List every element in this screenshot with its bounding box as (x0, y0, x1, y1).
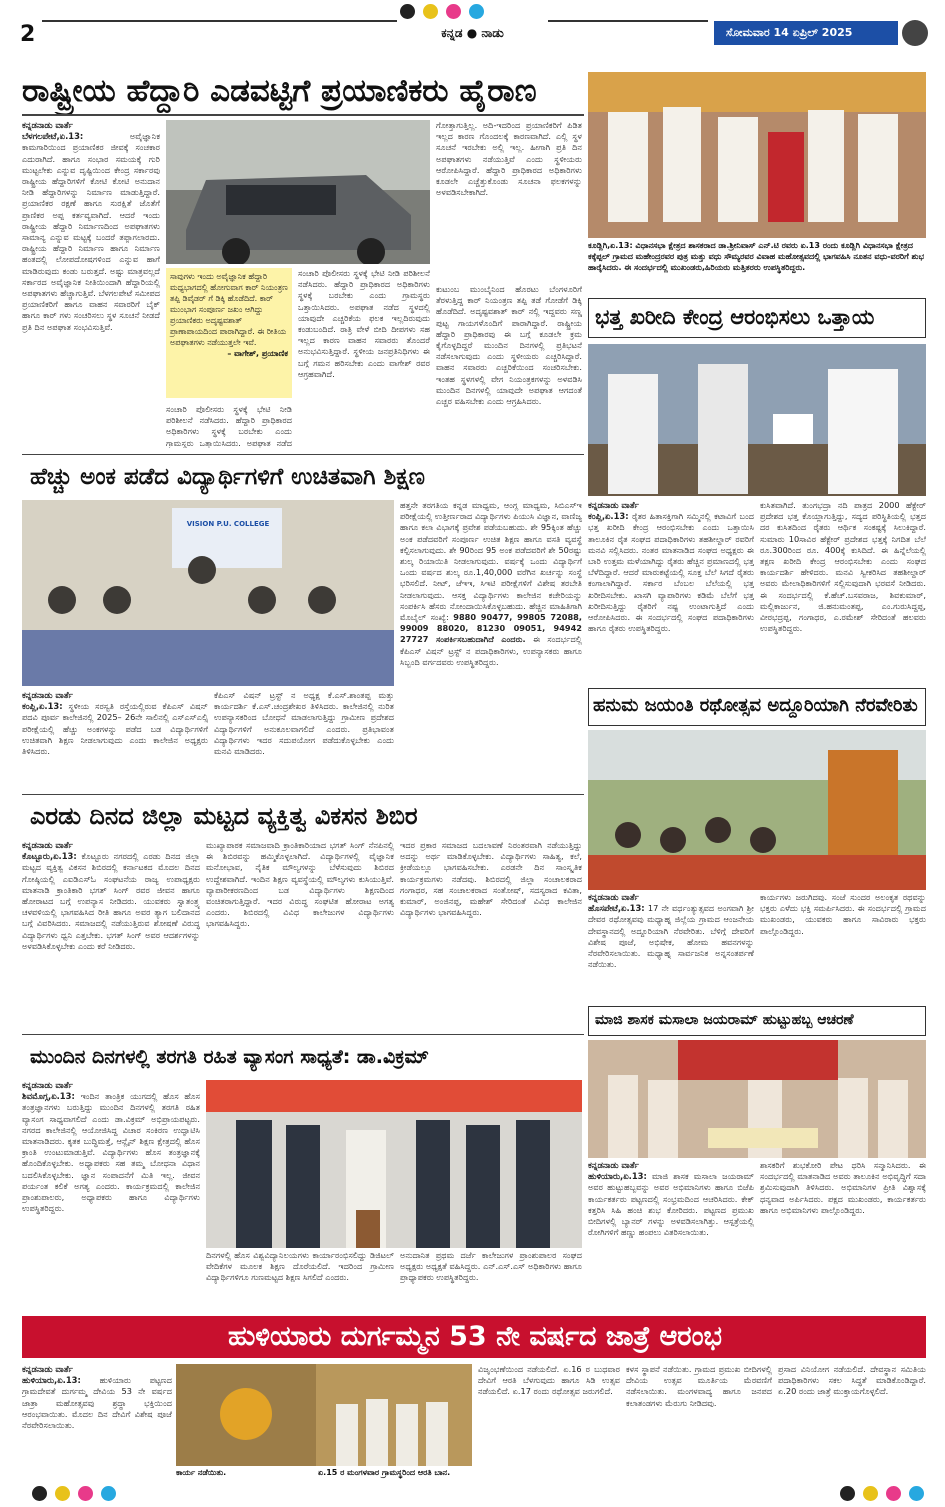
story7-byline: ಕನ್ನಡನಾಡು ವಾರ್ತೆ (588, 1160, 639, 1170)
story1-headline: ರಾಷ್ಟ್ರೀಯ ಹೆದ್ದಾರಿ ಎಡವಟ್ಟಿಗೆ ಪ್ರಯಾಣಿಕರು ಹೈರಾಣ (22, 73, 537, 109)
story6-dateline: ಕೊಟ್ಟೂರು,ಏ.13: (22, 851, 77, 862)
story7-col2: ಶಾಸಕರಿಗೆ ಶುಭಕೋರಿ ಪೇಟ ಧರಿಸಿ ಸನ್ಮಾನಿಸಿದರು. ಈ ಸಂದರ್ಭದಲ್ಲಿ ಮಾತನಾಡಿದ ಅವರು ತಾಲೂಕಿನ ಅಭಿವೃದ್ಧಿಗೆ ಸದಾ ಶ್ರಮಿಸುವುದಾಗಿ ತಿಳಿಸಿದರು. ಅಭಿಮಾನಿಗಳ ಪ್ರೀತಿ ವಿಶ್ವಾಸಕ್ಕೆ ಧನ್ಯವಾದ ಅರ್ಪಿಸಿದರು. ಪಕ್ಷದ ಮುಖಂಡರು, ಕಾರ್ಯಕರ್ತರು ಹಾಗೂ ಅಭಿಮಾನಿಗಳು ಪಾಲ್ಗೊಂಡಿದ್ದರು. (760, 1160, 926, 1215)
story3-headline: ಭತ್ತ ಖರೀದಿ ಕೇಂದ್ರ ಆರಂಭಿಸಲು ಒತ್ತಾಯ (588, 298, 926, 338)
story4-col3 (400, 500, 582, 790)
publication-logo-icon (902, 20, 928, 46)
temple-fair-photo (176, 1364, 472, 1466)
story9-col4: ಪ್ರಸಾದ ವಿನಿಯೋಗ ನಡೆಯಲಿದೆ. ದೇವಸ್ಥಾನ ಸಮಿತಿಯ ಪದಾಧಿಕಾರಿಗಳು ಸಕಲ ಸಿದ್ಧತೆ ಮಾಡಿಕೊಂಡಿದ್ದಾರೆ. ಏ.20 ರಂದು ಜಾತ್ರೆ ಮುಕ್ತಾಯಗೊಳ್ಳಲಿದೆ. (778, 1364, 926, 1397)
story1-col2-bottom: ಸಂಚಾರಿ ಪೊಲೀಸರು ಸ್ಥಳಕ್ಕೆ ಭೇಟಿ ನೀಡಿ ಪರಿಶೀಲನೆ ನಡೆಸಿದರು. ಹೆದ್ದಾರಿ ಪ್ರಾಧಿಕಾರದ ಅಧಿಕಾರಿಗಳು ಸ್ಥಳಕ್ಕೆ ಬರಬೇಕು ಎಂದು ಗ್ರಾಮಸ್ಥರು ಒತ್ತಾಯಿಸಿದರು. ಅಪಘಾತ ನಡೆದ (166, 404, 292, 448)
story4-body3-end: ಈ ಸಂದರ್ಭದಲ್ಲಿ ಕೆಪಿಎಸ್ ವಿಷನ್ ಟ್ರಸ್ಟ್ ನ ಪದಾಧಿಕಾರಿಗಳು, ಉಪನ್ಯಾಸಕರು ಹಾಗೂ ಸಿಬ್ಬಂದಿ ವರ್ಗದವರು ಉಪಸ್ಥಿತರಿದ್ದರು. (400, 634, 582, 667)
story7-body1: ಮಾಜಿ ಶಾಸಕ ಮಸಾಲಾ ಜಯರಾಮ್ ಅವರ ಹುಟ್ಟುಹಬ್ಬವನ್ನು ಅವರ ಅಭಿಮಾನಿಗಳು ಹಾಗೂ ಬಿಜೆಪಿ ಕಾರ್ಯಕರ್ತರು ಪಟ್ಟಣದಲ್ಲಿ ಸಂಭ್ರಮದಿಂದ ಆಚರಿಸಿದರು. ಕೇಕ್ ಕತ್ತರಿಸಿ ಸಿಹಿ ಹಂಚಿ ಶುಭ ಕೋರಿದರು. ಪಟ್ಟಣದ ಪ್ರಮುಖ ಬೀದಿಗಳಲ್ಲಿ ಬ್ಯಾನರ್ ಗಳನ್ನು ಅಳವಡಿಸಲಾಗಿತ್ತು. ಆಸ್ಪತ್ರೆಯಲ್ಲಿ ರೋಗಿಗಳಿಗೆ ಹಣ್ಣು ಹಂಪಲು ವಿತರಿಸಲಾಯಿತು. (588, 1171, 754, 1238)
college-event-photo (22, 500, 394, 686)
story6-col3: ಇದರ ಪ್ರಕಾರ ಸಮಾಜದ ಬದಲಾವಣೆ ನಿರಂತರವಾಗಿ ನಡೆಯುತ್ತಿದ್ದು ಅದನ್ನು ಅರ್ಥ ಮಾಡಿಕೊಳ್ಳಬೇಕು. ವಿದ್ಯಾರ್ಥಿಗಳು ಸಾಹಿತ್ಯ, ಕಲೆ, ಕ್ರೀಡೆಯಲ್ಲೂ ಭಾಗವಹಿಸಬೇಕು. ಎರಡನೇ ದಿನ ಸಾಂಸ್ಕೃತಿಕ ಕಾರ್ಯಕ್ರಮಗಳು ನಡೆದವು. ಶಿಬಿರದಲ್ಲಿ ಜಿಲ್ಲಾ ಸಂಚಾಲಕರಾದ ಗಂಗಾಧರ, ಸಹ ಸಂಚಾಲಕರಾದ ಸಂತೋಷ್, ಸದಸ್ಯರಾದ ಕವಿತಾ, ಕುಮಾರ್, ಅಂಜಿನಪ್ಪ, ಮಹೇಶ್ ಸೇರಿದಂತೆ ವಿವಿಧ ಕಾಲೇಜಿನ ವಿದ್ಯಾರ್ಥಿಗಳು ಭಾಗವಹಿಸಿದ್ದರು. (400, 840, 582, 918)
registration-dot (55, 1486, 70, 1501)
registration-dot (101, 1486, 116, 1501)
paddy-memorandum-photo (588, 344, 926, 496)
temple-fair-illustration (176, 1364, 472, 1466)
memorandum-illustration (588, 344, 926, 496)
story3-col2: ಕುಸಿತವಾಗಿದೆ. ತುಂಗಭದ್ರಾ ನದಿ ಪಾತ್ರದ 2000 ಹೆಕ್ಟೇರ್ ಪ್ರದೇಶದ ಭತ್ತ ಕೊಯ್ಲಾಗುತ್ತಿದ್ದು, ಸದ್ಯದ ಪರಿಸ್ಥಿತಿಯಲ್ಲಿ ಭತ್ತದ ದರ ಕುಸಿತದಿಂದ ರೈತರು ಆರ್ಥಿಕ ಸಂಕಷ್ಟಕ್ಕೆ ಸಿಲುಕಿದ್ದಾರೆ. ಸುಮಾರು 10ಸಾವಿರ ಹೆಕ್ಟೇರ್ ಪ್ರದೇಶದ ಭತ್ತಕ್ಕೆ ನಿಗದಿತ ಬೆಲೆ ರೂ.300ರಿಂದ ರೂ. 400ಕ್ಕೆ ಕುಸಿದಿದೆ. ಈ ಹಿನ್ನೆಲೆಯಲ್ಲಿ ತಕ್ಷಣ ಖರೀದಿ ಕೇಂದ್ರ ಆರಂಭಿಸಬೇಕು ಎಂದು ಸಂಘದ ಕಾರ್ಯದರ್ಶಿ ಹೇಳಿದರು. ಮನವಿ ಸ್ವೀಕರಿಸಿದ ತಹಶೀಲ್ದಾರ್ ಅವರು ಮೇಲಾಧಿಕಾರಿಗಳಿಗೆ ಸಲ್ಲಿಸುವುದಾಗಿ ಭರವಸೆ ನೀಡಿದರು. ಈ ಸಂದರ್ಭದಲ್ಲಿ ಕೆ.ಹೆಚ್.ಬಸವರಾಜ, ಶಿವಕುಮಾರ್, ಮಲ್ಲಿಕಾರ್ಜುನ, ಜಿ.ಹನುಮಂತಪ್ಪ, ಎಂ.ಗುರುಸಿದ್ದಪ್ಪ, ವೀರಭದ್ರಪ್ಪ, ಗಂಗಾಧರ, ಎ.ರಮೇಶ್ ಸೇರಿದಂತೆ ಹಲವರು ಉಪಸ್ಥಿತರಿದ್ದರು. (760, 500, 926, 634)
page-number: 2 (20, 22, 36, 47)
registration-dot (469, 4, 484, 19)
registration-marks-bottom-left (32, 1486, 116, 1501)
story9-col1 (22, 1364, 172, 1480)
story9-photo-caption-b: ಏ.15 ರ ಮಂಗಳವಾರ ಗ್ರಾಮಸ್ಥರಿಂದ ಆರತಿ ಬಾನ. (318, 1468, 451, 1477)
registration-dot (32, 1486, 47, 1501)
story5-body1: 17 ನೇ ವರ್ಧಂತ್ಯುತ್ಸವದ ಅಂಗವಾಗಿ ಶ್ರೀ ದೇವರ ರಥೋತ್ಸವವು ಮಧ್ಯಾಹ್ನ ಜಿಲ್ಲೆಯ ಗ್ರಾಮದ ಆಂಜನೇಯ ದೇವಸ್ಥಾನದಲ್ಲಿ ಅದ್ದೂರಿಯಾಗಿ ನೆರವೇರಿತು. ಬೆಳಿಗ್ಗೆ ದೇವರಿಗೆ ವಿಶೇಷ ಪೂಜೆ, ಅಭಿಷೇಕ, ಹೋಮ ಹವನಗಳನ್ನು ನೆರವೇರಿಸಲಾಯಿತು. ಮಧ್ಯಾಹ್ನ ಸಾರ್ವಜನಿಕ ಅನ್ನಸಂತರ್ಪಣೆ ನಡೆಯಿತು. (588, 903, 754, 970)
story4-dateline: ಕಂಪ್ಲಿ,ಏ.13: (22, 701, 63, 712)
college-banner-text: VISION P.U. COLLEGE (186, 520, 270, 528)
story8-dateline: ಶಿವಮೊಗ್ಗ,ಏ.13: (22, 1091, 75, 1102)
story1-quote-sign: – ವಾಗೇಶ್, ಪ್ರಯಾಣಿಕ (227, 349, 288, 358)
inauguration-illustration (206, 1080, 582, 1248)
story1-col4-bottom: ಕುಟುಂಬ ಮುಂಬೈನಿಂದ ಹೊರಟು ಬೆಂಗಳೂರಿಗೆ ತೆರಳುತ್ತಿದ್ದ ಕಾರ್ ನಿಯಂತ್ರಣ ತಪ್ಪಿ ತಡೆ ಗೋಡೆಗೆ ಡಿಕ್ಕಿ ಹೊಡೆದಿದೆ. ಅದೃಷ್ಟವಶಾತ್ ಕಾರ್ ನಲ್ಲಿ ಇದ್ದವರು ಸಣ್ಣ ಪುಟ್ಟ ಗಾಯಗಳೊಂದಿಗೆ ಪಾರಾಗಿದ್ದಾರೆ. ರಾಷ್ಟ್ರೀಯ ಹೆದ್ದಾರಿ ಪ್ರಾಧಿಕಾರವು ಈ ಬಗ್ಗೆ ಕೂಡಲೇ ಕ್ರಮ ಕೈಗೊಳ್ಳದಿದ್ದರೆ ಮುಂದಿನ ದಿನಗಳಲ್ಲಿ ಪ್ರತಿಭಟನೆ ನಡೆಸಲಾಗುವುದು ಎಂದು ಸ್ಥಳೀಯರು ಎಚ್ಚರಿಸಿದ್ದಾರೆ. ವಾಹನ ಸವಾರರು ಎಚ್ಚರಿಕೆಯಿಂದ ಸಂಚರಿಸಬೇಕು. ಇಂತಹ ಸ್ಥಳಗಳಲ್ಲಿ ವೇಗ ನಿಯಂತ್ರಕಗಳನ್ನು ಅಳವಡಿಸಿ ಮುಂದಿನ ದಿನಗಳಲ್ಲಿ ಯಾವುದೇ ಅಪಘಾತ ಆಗದಂತೆ ಎಚ್ಚರ ವಹಿಸಬೇಕು ಎಂದು ಆಗ್ರಹಿಸಿದರು. (436, 284, 582, 407)
registration-dot (446, 4, 461, 19)
registration-dot (863, 1486, 878, 1501)
story1-dateline: ಬೆಳಗಲಪೇಟೆ,ಏ.13: (22, 131, 84, 142)
story3-dateline: ಕಂಪ್ಲಿ,ಏ.13: (588, 511, 629, 522)
masthead-rule-left (42, 20, 397, 22)
registration-dot (886, 1486, 901, 1501)
story1-body1: ಅವೈಜ್ಞಾನಿಕ ಕಾಮಗಾರಿಯಿಂದ ಪ್ರಯಾಣಿಕರ ಜೀವಕ್ಕೆ ಸಂಚಕಾರ ಎದುರಾಗಿದೆ. ಹಾಗೂ ಸಂಭಾರ ಸಮಯಕ್ಕೆ ಗುರಿ ಮುಟ್ಟಲೇಕು ಎನ್ನುವ ದೃಷ್ಟಿಯಿಂದ ಕೇಂದ್ರ ಸರ್ಕಾರವು ರಾಷ್ಟ್ರೀಯ ಹೆದ್ದಾರಿಗಳಿಗೆ ಕೋಟಿ ಕೋಟಿ ಅನುದಾನ ನೀಡಿ ಹೆದ್ದಾರಿಗಳನ್ನು ನಿರ್ಮಾಣ ಮಾಡುತ್ತಿದ್ದಾರೆ. ಪ್ರಯಾಣಿಕರ ರಕ್ಷಣೆ ಹಾಗೂ ಸುರಕ್ಷಿತೆ ಜೊತೆಗೆ ಪ್ರಾಣಿಕರ ಅಪ್ಪ ಕರ್ತವ್ಯವಾಗಿದೆ. ಆದರೆ ಇಂದು ರಾಷ್ಟ್ರೀಯ ಹೆದ್ದಾರಿ ನಿರ್ಮಾಣದಿಂದ ಅಪಘಾತಗಳು ಸಾಮಾನ್ಯ ಎನ್ನುವ ಮಟ್ಟಕ್ಕೆ ಬಂದರೆ ತಪ್ಪಾಗಲಾರದು. ರಾಷ್ಟ್ರೀಯ ಹೆದ್ದಾರಿ ನಿರ್ಮಾಣ ಹಾಗೂ ನಿರ್ಮಾಣ ಹಂತದಲ್ಲಿ ಲೋಪದೋಷಗಳಿಂದ ಎನ್ನುವ ಹಾಗೆ ಮಾಡಿರುವುದು ಕಂಡು ಬರುತ್ತದೆ. ಅಷ್ಟು ಮಾತ್ರವಲ್ಲದೆ ಸರ್ಕಾರದ ಅವೈಜ್ಞಾನಿಕ ನೀತಿಯಿಂದಾಗಿ ಹೆದ್ದಾರಿಯಲ್ಲಿ ಅಪಘಾತಗಳು ಹೆಚ್ಚಾಗುತ್ತಿವೆ. ಬೆಳಗಲಪೇಟೆ ಸಮೀಪದ ಪ್ರಯಾಣಿಕರಿಗೆ ಹಾಗೂ ವಾಹನ ಸವಾರರಿಗೆ ಬೈಕ್ ಹಾಗೂ ಕಾರ್ ಗಳು ಸಂಚರಿಸಲು ಸ್ಥಳ ಸೂಚನೆ ನೀಡದೆ ಪ್ರತಿ ದಿನ ಅಪಘಾತ ಸಂಭವಿಸುತ್ತಿವೆ. (22, 131, 160, 332)
story1-col3-bottom: ಸಂಚಾರಿ ಪೊಲೀಸರು ಸ್ಥಳಕ್ಕೆ ಭೇಟಿ ನೀಡಿ ಪರಿಶೀಲನೆ ನಡೆಸಿದರು. ಹೆದ್ದಾರಿ ಪ್ರಾಧಿಕಾರದ ಅಧಿಕಾರಿಗಳು ಸ್ಥಳಕ್ಕೆ ಬರಬೇಕು ಎಂದು ಗ್ರಾಮಸ್ಥರು ಒತ್ತಾಯಿಸಿದರು. ಅಪಘಾತ ನಡೆದ ಸ್ಥಳದಲ್ಲಿ ಯಾವುದೇ ಎಚ್ಚರಿಕೆಯ ಫಲಕ ಇಲ್ಲದಿರುವುದು ಕಂಡುಬಂದಿದೆ. ರಾತ್ರಿ ವೇಳೆ ಬೀದಿ ದೀಪಗಳು ಸಹ ಇಲ್ಲದ ಕಾರಣ ವಾಹನ ಸವಾರರು ತೊಂದರೆ ಅನುಭವಿಸುತ್ತಿದ್ದಾರೆ. ಸ್ಥಳೀಯ ಜನಪ್ರತಿನಿಧಿಗಳು ಈ ಬಗ್ಗೆ ಗಮನ ಹರಿಸಬೇಕು ಎಂದು ವಾಗೇಶ್ ರವರ ಆಗ್ರಹವಾಗಿದೆ. (298, 268, 430, 379)
story9-headline: ಹುಳಿಯಾರು ದುರ್ಗಮ್ಮನ 53 ನೇ ವರ್ಷದ ಜಾತ್ರೆ ಆರಂಭ (228, 1321, 722, 1352)
story6-byline: ಕನ್ನಡನಾಡು ವಾರ್ತೆ (22, 840, 73, 850)
story8-headline: ಮುಂದಿನ ದಿನಗಳಲ್ಲಿ ತರಗತಿ ರಹಿತ ವ್ಯಾಸಂಗ ಸಾಧ್ಯತೆ: ಡಾ.ವಿಕ್ರಮ್ (30, 1046, 429, 1068)
story7-dateline: ಹುಳಿಯಾರು,ಏ.13: (588, 1171, 647, 1182)
story4-headline: ಹೆಚ್ಚು ಅಂಕ ಪಡೆದ ವಿದ್ಯಾರ್ಥಿಗಳಿಗೆ ಉಚಿತವಾಗಿ ಶಿಕ್ಷಣ (30, 464, 425, 490)
inauguration-photo (206, 1080, 582, 1248)
story9-col2: ವಿಜೃಂಭಣೆಯಿಂದ ನಡೆಯಲಿದೆ. ಏ.16 ರ ಬುಧವಾರ ದೇವಿಗೆ ಆರತಿ ಬೆಳಗುವುದು ಹಾಗೂ ಸಿಡಿ ಉತ್ಸವ ನಡೆಯಲಿದೆ. ಏ.17 ರಂದು ರಥೋತ್ಸವ ಜರುಗಲಿದೆ. (478, 1364, 620, 1397)
wedding-caption: ಕೂಡ್ಲಿಗಿ,ಏ.13: ವಿಧಾನಸಭಾ ಕ್ಷೇತ್ರದ ಶಾಸಕರಾದ ಡಾ.ಶ್ರೀನಿವಾಸ್ ಎನ್.ಟಿ ರವರು ಏ.13 ರಂದು ಕೂಡ್ಲಿಗಿ ವಿಧಾನಸಭಾ ಕ್ಷೇತ್ರದ ಕಕ್ಕೆಪ್ಪಲ್ ಗ್ರಾಮದ ಮಹೇಂದ್ರರವರ ಪುತ್ರ ಮತ್ತು ವಧು ಸೌಮ್ಯರವರ ವಿವಾಹ ಮಹೋತ್ಸವದಲ್ಲಿ ಭಾಗವಹಿಸಿ ನೂತನ ವಧು-ವರರಿಗೆ ಶುಭ ಹಾರೈಸಿದರು. ಈ ಸಂದರ್ಭದಲ್ಲಿ ಮುಖಂಡರು,ಹಿರಿಯರು ಮತ್ತಿತರರು ಉಪಸ್ಥಿತರಿದ್ದರು. (588, 240, 926, 292)
masthead (0, 0, 945, 64)
story7-headline: ಮಾಜಿ ಶಾಸಕ ಮಸಾಲಾ ಜಯರಾಮ್ ಹುಟ್ಟುಹಬ್ಬ ಆಚರಣೆ (588, 1006, 926, 1036)
story6-col2: ಮುಖ್ಯಾಪಾಠಕ ಸಮಾಜವಾದಿ ಕ್ರಾಂತಿಕಾರಿಯಾದ ಭಗತ್ ಸಿಂಗ್ ನೆನಪಿನಲ್ಲಿ ಈ ಶಿಬಿರವನ್ನು ಹಮ್ಮಿಕೊಳ್ಳಲಾಗಿದೆ. ವಿದ್ಯಾರ್ಥಿಗಳಲ್ಲಿ ವೈಜ್ಞಾನಿಕ ಮನೋಭಾವ, ನೈತಿಕ ಮೌಲ್ಯಗಳನ್ನು ಬೆಳೆಸುವುದು ಶಿಬಿರದ ಉದ್ದೇಶವಾಗಿದೆ. ಇಂದಿನ ಶಿಕ್ಷಣ ವ್ಯವಸ್ಥೆಯಲ್ಲಿ ಮೌಲ್ಯಗಳು ಕುಸಿಯುತ್ತಿವೆ. ವ್ಯಾಪಾರೀಕರಣದಿಂದ ಬಡ ವಿದ್ಯಾರ್ಥಿಗಳು ಶಿಕ್ಷಣದಿಂದ ವಂಚಿತರಾಗುತ್ತಿದ್ದಾರೆ. ಇದರ ವಿರುದ್ಧ ಸಂಘಟಿತ ಹೋರಾಟ ಅಗತ್ಯ ಎಂದರು. ಶಿಬಿರದಲ್ಲಿ ವಿವಿಧ ಕಾಲೇಜುಗಳ ವಿದ್ಯಾರ್ಥಿಗಳು ಭಾಗವಹಿಸಿದ್ದರು. (206, 840, 394, 929)
story8-body1: ಇಂದಿನ ತಾಂತ್ರಿಕ ಯುಗದಲ್ಲಿ ಹೊಸ ಹೊಸ ತಂತ್ರಜ್ಞಾನಗಳು ಬರುತ್ತಿದ್ದು ಮುಂದಿನ ದಿನಗಳಲ್ಲಿ ತರಗತಿ ರಹಿತ ವ್ಯಾಸಂಗ ಸಾಧ್ಯವಾಗಲಿದೆ ಎಂದು ಡಾ.ವಿಕ್ರಮ್ ಅಭಿಪ್ರಾಯಪಟ್ಟರು. ನಗರದ ಕಾಲೇಜಿನಲ್ಲಿ ಆಯೋಜಿಸಿದ್ದ ವಿಚಾರ ಸಂಕಿರಣ ಉದ್ಘಾಟಿಸಿ ಮಾತನಾಡಿದರು. ಕೃತಕ ಬುದ್ಧಿಮತ್ತೆ, ಆನ್ಲೈನ್ ಶಿಕ್ಷಣ ಕ್ಷೇತ್ರದಲ್ಲಿ ಹೊಸ ಕ್ರಾಂತಿ ಉಂಟುಮಾಡುತ್ತಿವೆ. ವಿದ್ಯಾರ್ಥಿಗಳು ಹೊಸ ತಂತ್ರಜ್ಞಾನಕ್ಕೆ ಹೊಂದಿಕೊಳ್ಳಬೇಕು. ಅಧ್ಯಾಪಕರು ಸಹ ತಮ್ಮ ಬೋಧನಾ ವಿಧಾನ ಬದಲಿಸಿಕೊಳ್ಳಬೇಕು. ಜ್ಞಾನ ಸಂಪಾದನೆಗೆ ಮಿತಿ ಇಲ್ಲ. ಜೀವನ ಪರ್ಯಂತ ಕಲಿಕೆ ಅಗತ್ಯ ಎಂದರು. ಕಾರ್ಯಕ್ರಮದಲ್ಲಿ ಕಾಲೇಜಿನ ಪ್ರಾಂಶುಪಾಲರು, ಅಧ್ಯಾಪಕರು ಹಾಗೂ ವಿದ್ಯಾರ್ಥಿಗಳು ಉಪಸ್ಥಿತರಿದ್ದರು. (22, 1091, 200, 1214)
story5-col2: ಕಾರ್ಯಗಳು ಜರುಗಿದವು. ಸಂಜೆ ಸುಂದರ ಅಲಂಕೃತ ರಥವನ್ನು ಭಕ್ತರು ಎಳೆದು ಭಕ್ತಿ ಸಮರ್ಪಿಸಿದರು. ಈ ಸಂದರ್ಭದಲ್ಲಿ ಗ್ರಾಮದ ಮುಖಂಡರು, ಯುವಕರು ಹಾಗೂ ಸಾವಿರಾರು ಭಕ್ತರು ಪಾಲ್ಗೊಂಡಿದ್ದರು. (760, 892, 926, 936)
chariot-festival-photo (588, 730, 926, 890)
story5-headline: ಹನುಮ ಜಯಂತಿ ರಥೋತ್ಸವ ಅದ್ದೂರಿಯಾಗಿ ನೆರವೇರಿತು (588, 688, 926, 726)
masthead-rule-right (548, 20, 708, 22)
registration-dot (400, 4, 415, 19)
story5-col1 (588, 892, 754, 1002)
story9-col3: ಕಳಸ ಸ್ಥಾಪನೆ ನಡೆಯಿತು. ಗ್ರಾಮದ ಪ್ರಮುಖ ಬೀದಿಗಳಲ್ಲಿ ದೇವಿಯ ಉತ್ಸವ ಮೂರ್ತಿಯ ಮೆರವಣಿಗೆ ನಡೆಸಲಾಯಿತು. ಮಂಗಳವಾದ್ಯ ಹಾಗೂ ಜನಪದ ಕಲಾತಂಡಗಳು ಮೆರುಗು ನೀಡಿದವು. (626, 1364, 772, 1408)
story9-byline: ಕನ್ನಡನಾಡು ವಾರ್ತೆ (22, 1364, 73, 1374)
car-accident-photo (166, 120, 430, 264)
registration-marks-top (400, 4, 484, 19)
registration-marks-bottom-right (840, 1486, 924, 1501)
story3-byline: ಕನ್ನಡನಾಡು ವಾರ್ತೆ (588, 500, 639, 510)
car-accident-illustration (166, 120, 430, 264)
story1-quote-box (166, 268, 292, 398)
story5-byline: ಕನ್ನಡನಾಡು ವಾರ್ತೆ (588, 892, 639, 902)
story9-body1: ಹುಳಿಯಾರು ಪಟ್ಟಣದ ಗ್ರಾಮದೇವತೆ ದುರ್ಗಮ್ಮ ದೇವಿಯ 53 ನೇ ವರ್ಷದ ಜಾತ್ರಾ ಮಹೋತ್ಸವವು ಶ್ರದ್ಧಾ ಭಕ್ತಿಯಿಂದ ಆರಂಭವಾಯಿತು. ಮೊದಲ ದಿನ ದೇವಿಗೆ ವಿಶೇಷ ಪೂಜೆ ನೆರವೇರಿಸಲಾಯಿತು. (22, 1375, 172, 1431)
story4-body3: ಹತ್ತನೇ ತರಗತಿಯ ಕನ್ನಡ ಮಾಧ್ಯಮ, ಆಂಗ್ಲ ಮಾಧ್ಯಮ, ಸಿಬಿಎಸ್ಇ ಪರೀಕ್ಷೆಯಲ್ಲಿ ಉತ್ತೀರ್ಣರಾದ ವಿದ್ಯಾರ್ಥಿಗಳು ಪಿಯುಸಿ ವಿಜ್ಞಾನ, ವಾಣಿಜ್ಯ ಹಾಗೂ ಕಲಾ ವಿಭಾಗಕ್ಕೆ ಪ್ರವೇಶ ಪಡೆಯಬಹುದು. ಶೇ 95ಕ್ಕಿಂತ ಹೆಚ್ಚು ಅಂಕ ಪಡೆದವರಿಗೆ ಸಂಪೂರ್ಣ ಉಚಿತ ಶಿಕ್ಷಣ ಹಾಗೂ ವಸತಿ ವ್ಯವಸ್ಥೆ ಕಲ್ಪಿಸಲಾಗುವುದು. ಶೇ 90ರಿಂದ 95 ಅಂಕ ಪಡೆದವರಿಗೆ ಶೇ 50ರಷ್ಟು ಶುಲ್ಕ ರಿಯಾಯಿತಿ ನೀಡಲಾಗುವುದು. ವರ್ಷಕ್ಕೆ ಒಂದು ವಿದ್ಯಾರ್ಥಿಗೆ ಒಂದು ವರ್ಷದ ಶುಲ್ಕ ರೂ.1,40,000 ವರೆಗಿನ ಖರ್ಚನ್ನು ಸಂಸ್ಥೆ ಭರಿಸಲಿದೆ. ನೀಟ್, ಜೆಇಇ, ಸಿಇಟಿ ಪರೀಕ್ಷೆಗಳಿಗೆ ವಿಶೇಷ ತರಬೇತಿ ನೀಡಲಾಗುವುದು. ಆಸಕ್ತ ವಿದ್ಯಾರ್ಥಿಗಳು ಕಾಲೇಜಿನ ಕಚೇರಿಯನ್ನು ಸಂಪರ್ಕಿಸಿ ಹೆಸರು ನೋಂದಾಯಿಸಿಕೊಳ್ಳಬಹುದು. ಹೆಚ್ಚಿನ ಮಾಹಿತಿಗಾಗಿ ಮೊಬೈಲ್ ಸಂಖ್ಯೆ: (400, 500, 582, 623)
registration-dot (909, 1486, 924, 1501)
story4-col1 (22, 690, 208, 790)
story3-body1: ರೈತರ ಹಿತಾಸಕ್ತಿಗಾಗಿ ಸಮ್ಮಿನಲ್ಲಿ ಕಟಾವಿಗೆ ಬಂದ ಭತ್ತ ಖರೀದಿ ಕೇಂದ್ರ ಆರಂಭಿಸಬೇಕು ಎಂದು ಒತ್ತಾಯಿಸಿ ತಾಲೂಕಿನ ರೈತ ಸಂಘದ ಪದಾಧಿಕಾರಿಗಳು ತಹಶೀಲ್ದಾರ್ ರವರಿಗೆ ಮನವಿ ಸಲ್ಲಿಸಿದರು. ನಂತರ ಮಾತನಾಡಿದ ಸಂಘದ ಅಧ್ಯಕ್ಷರು ಈ ಬಾರಿ ಉತ್ತಮ ಮಳೆಯಾಗಿದ್ದು ರೈತರು ಹೆಚ್ಚಿನ ಪ್ರಮಾಣದಲ್ಲಿ ಭತ್ತ ಬೆಳೆದಿದ್ದಾರೆ. ಆದರೆ ಮಾರುಕಟ್ಟೆಯಲ್ಲಿ ಸೂಕ್ತ ಬೆಲೆ ಸಿಗದೆ ರೈತರು ಕಂಗಾಲಾಗಿದ್ದಾರೆ. ಸರ್ಕಾರ ಬೆಂಬಲ ಬೆಲೆಯಲ್ಲಿ ಭತ್ತ ಖರೀದಿಸಬೇಕು. ಖಾಸಗಿ ವ್ಯಾಪಾರಿಗಳು ಕಡಿಮೆ ಬೆಲೆಗೆ ಭತ್ತ ಖರೀದಿಸುತ್ತಿದ್ದು ರೈತರಿಗೆ ನಷ್ಟ ಉಂಟಾಗುತ್ತಿದೆ ಎಂದು ಆರೋಪಿಸಿದರು. ಈ ಸಂದರ್ಭದಲ್ಲಿ ಸಂಘದ ಪದಾಧಿಕಾರಿಗಳು ಹಾಗೂ ರೈತರು ಉಪಸ್ಥಿತರಿದ್ದರು. (588, 511, 754, 634)
story7-col1 (588, 1160, 754, 1308)
chariot-festival-illustration (588, 730, 926, 890)
story1-rule (22, 114, 584, 116)
story8-byline: ಕನ್ನಡನಾಡು ವಾರ್ತೆ (22, 1080, 73, 1090)
wedding-illustration (588, 72, 926, 238)
story6-headline: ಎರಡು ದಿನದ ಜಿಲ್ಲಾ ಮಟ್ಟದ ವ್ಯಕ್ತಿತ್ವ ವಿಕಸನ ಶಿಬಿರ (30, 802, 418, 830)
story1-byline: ಕನ್ನಡನಾಡು ವಾರ್ತೆ (22, 120, 73, 130)
registration-dot (423, 4, 438, 19)
story4-col2: ಕೆಪಿಎಸ್ ವಿಷನ್ ಟ್ರಸ್ಟ್ ನ ಅಧ್ಯಕ್ಷ ಕೆ.ಎಸ್.ಶಾಂತಪ್ಪ ಮತ್ತು ಕಾರ್ಯದರ್ಶಿ ಕೆ.ಎಸ್.ಚಂದ್ರಶೇಖರ ತಿಳಿಸಿದರು. ಕಾಲೇಜಿನಲ್ಲಿ ನುರಿತ ಉಪನ್ಯಾಸಕರಿಂದ ಬೋಧನೆ ಮಾಡಲಾಗುತ್ತಿದ್ದು ಗ್ರಾಮೀಣ ಪ್ರದೇಶದ ವಿದ್ಯಾರ್ಥಿಗಳಿಗೆ ಅನುಕೂಲವಾಗಲಿದೆ ಎಂದರು. ಪ್ರತಿಭಾವಂತ ವಿದ್ಯಾರ್ಥಿಗಳು ಇದರ ಸದುಪಯೋಗ ಪಡೆದುಕೊಳ್ಳಬೇಕು ಎಂದು ಮನವಿ ಮಾಡಿದರು. (214, 690, 394, 757)
story6-col1 (22, 840, 200, 1030)
registration-dot (78, 1486, 93, 1501)
story5-dateline: ಹೊಸಪೇಟೆ,ಏ.13: (588, 903, 645, 914)
story9-photo-caption-a: ಕಾರ್ಯ ನಡೆಯಿತು. (176, 1468, 227, 1477)
story4-phones: 9880 90477, 99805 72088, 99009 88020, 81230 09051, 94942 27727 ಸಂಪರ್ಕಿಸಬಹುದಾಗಿದೆ ಎಂದರು. (400, 612, 582, 645)
story6-body1: ಕೊಟ್ಟೂರು ನಗರದಲ್ಲಿ ಎರಡು ದಿನದ ಜಿಲ್ಲಾ ಮಟ್ಟದ ವ್ಯಕ್ತಿತ್ವ ವಿಕಸನ ಶಿಬಿರದಲ್ಲಿ ಕರ್ನಾಟಕದ ಮೊದಲ ದಿನದ ಗೋಷ್ಠಿಯಲ್ಲಿ ಎಐಡಿಎಸ್ಓ ಸಂಘಟನೆಯ ರಾಜ್ಯ ಉಪಾಧ್ಯಕ್ಷರು ಮಾತನಾಡಿ ಕ್ರಾಂತಿಕಾರಿ ಭಗತ್ ಸಿಂಗ್ ರವರ ಜೀವನ ಹಾಗೂ ಹೋರಾಟದ ಬಗ್ಗೆ ಉಪನ್ಯಾಸ ನೀಡಿದರು. ಯುವಕರು ಸ್ವಾತಂತ್ರ್ಯ ಚಳವಳಿಯಲ್ಲಿ ಭಾಗವಹಿಸಿದ ರೀತಿ ಹಾಗೂ ಅವರ ತ್ಯಾಗ ಬಲಿದಾನದ ಬಗ್ಗೆ ವಿವರಿಸಿದರು. ಸಮಾಜದಲ್ಲಿ ನಡೆಯುತ್ತಿರುವ ಶೋಷಣೆ ವಿರುದ್ಧ ವಿದ್ಯಾರ್ಥಿಗಳು ಧ್ವನಿ ಎತ್ತಬೇಕು. ಭಗತ್ ಸಿಂಗ್ ಅವರ ಆದರ್ಶಗಳನ್ನು ಅಳವಡಿಸಿಕೊಳ್ಳಬೇಕು ಎಂದು ಕರೆ ನೀಡಿದರು. (22, 851, 200, 951)
story1-col3-top: ಗೋತ್ತಾಗುತ್ತಿಲ್ಲ. ಅದಿ-ಇದರಿಂದ ಪ್ರಯಾಣಿಕರಿಗೆ ಪಿಡಿತ ಇಲ್ಲದ ಕಾರಣ ಗೊಂದಲಕ್ಕೆ ಕಾರಣವಾಗಿದೆ. ಎಲ್ಲಿ ಸ್ಥಳ ಸೂಚನೆ ಇರಬೇಕು ಅಲ್ಲಿ ಇಲ್ಲ. ಹೀಗಾಗಿ ಪ್ರತಿ ದಿನ ಅಪಘಾತಗಳು ನಡೆಯುತ್ತಿವೆ ಎಂದು ಸ್ಥಳೀಯರು ಆರೋಪಿಸಿದ್ದಾರೆ. ಹೆದ್ದಾರಿ ಪ್ರಾಧಿಕಾರದ ಅಧಿಕಾರಿಗಳು ಕೂಡಲೇ ಎಚ್ಚೆತ್ತುಕೊಂಡು ಸೂಚನಾ ಫಲಕಗಳನ್ನು ಅಳವಡಿಸಬೇಕಾಗಿದೆ. (436, 120, 582, 198)
story9-dateline: ಹುಳಿಯಾರು,ಏ.13: (22, 1375, 81, 1386)
newspaper-brand: ಕನ್ನಡ ● ನಾಡು (441, 26, 504, 40)
story4-byline: ಕನ್ನಡನಾಡು ವಾರ್ತೆ (22, 690, 73, 700)
story1-quote-text: ಸಾವುಗಳು ಇಂದು ಅವೈಜ್ಞಾನಿಕ ಹೆದ್ದಾರಿ ಮಧ್ಯಭಾಗದಲ್ಲಿ ಹೋಗುವಾಗ ಕಾರ್ ನಿಯಂತ್ರಣ ತಪ್ಪಿ ಡಿವೈಡರ್ ಗೆ ಡಿಕ್ಕಿ ಹೊಡೆದಿದೆ. ಕಾರ್ ಮುಂಭಾಗ ಸಂಪೂರ್ಣ ಜಖಂ ಆಗಿದ್ದು ಪ್ರಯಾಣಿಕರು ಅದೃಷ್ಟವಶಾತ್ ಪ್ರಾಣಾಪಾಯದಿಂದ ಪಾರಾಗಿದ್ದಾರೆ. ಈ ರೀತಿಯ ಅಪಘಾತಗಳು ನಡೆಯುತ್ತಲೇ ಇವೆ. (170, 272, 288, 347)
birthday-illustration (588, 1040, 926, 1158)
registration-dot (840, 1486, 855, 1501)
story1-col1 (22, 120, 160, 448)
story8-col3: ಅನುದಾನಿತ ಪ್ರಥಮ ದರ್ಜೆ ಕಾಲೇಜುಗಳ ಪ್ರಾಂಶುಪಾಲರ ಸಂಘದ ಅಧ್ಯಕ್ಷರು ಅಧ್ಯಕ್ಷತೆ ವಹಿಸಿದ್ದರು. ಎನ್.ಎಸ್.ಎಸ್ ಅಧಿಕಾರಿಗಳು ಹಾಗೂ ಪ್ರಾಧ್ಯಾಪಕರು ಉಪಸ್ಥಿತರಿದ್ದರು. (400, 1250, 582, 1283)
story4-body1: ಸ್ಥಳೀಯ ಸರಸ್ವತಿ ರಸ್ತೆಯಲ್ಲಿರುವ ಕೆಪಿಎಸ್ ವಿಷನ್ ಪದವಿ ಪೂರ್ವ ಕಾಲೇಜಿನಲ್ಲಿ 2025– 26ನೇ ಸಾಲಿನಲ್ಲಿ ಎಸ್ಎಸ್ಎಲ್ಸಿ ಪರೀಕ್ಷೆಯಲ್ಲಿ ಹೆಚ್ಚು ಅಂಕಗಳನ್ನು ಪಡೆದ ಬಡ ವಿದ್ಯಾರ್ಥಿಗಳಿಗೆ ಉಚಿತವಾಗಿ ಶಿಕ್ಷಣ ನೀಡಲಾಗುವುದು ಎಂದು ಕಾಲೇಜಿನ ಅಧ್ಯಕ್ಷರು ತಿಳಿಸಿದರು. (22, 701, 208, 757)
story8-col2: ದಿನಗಳಲ್ಲಿ ಹೊಸ ವಿಶ್ವವಿದ್ಯಾನಿಲಯಗಳು ಕಾರ್ಯಾರಂಭಿಸಲಿದ್ದು ಡಿಜಿಟಲ್ ವೇದಿಕೆಗಳ ಮೂಲಕ ಶಿಕ್ಷಣ ದೊರೆಯಲಿದೆ. ಇದರಿಂದ ಗ್ರಾಮೀಣ ವಿದ್ಯಾರ್ಥಿಗಳಿಗೂ ಗುಣಮಟ್ಟದ ಶಿಕ್ಷಣ ಸಿಗಲಿದೆ ಎಂದರು. (206, 1250, 394, 1283)
birthday-celebration-photo (588, 1040, 926, 1158)
story8-col1 (22, 1080, 200, 1308)
wedding-photo (588, 72, 926, 238)
issue-date: ಸೋಮವಾರ 14 ಏಪ್ರಿಲ್ 2025 (714, 21, 898, 45)
story3-col1 (588, 500, 754, 682)
